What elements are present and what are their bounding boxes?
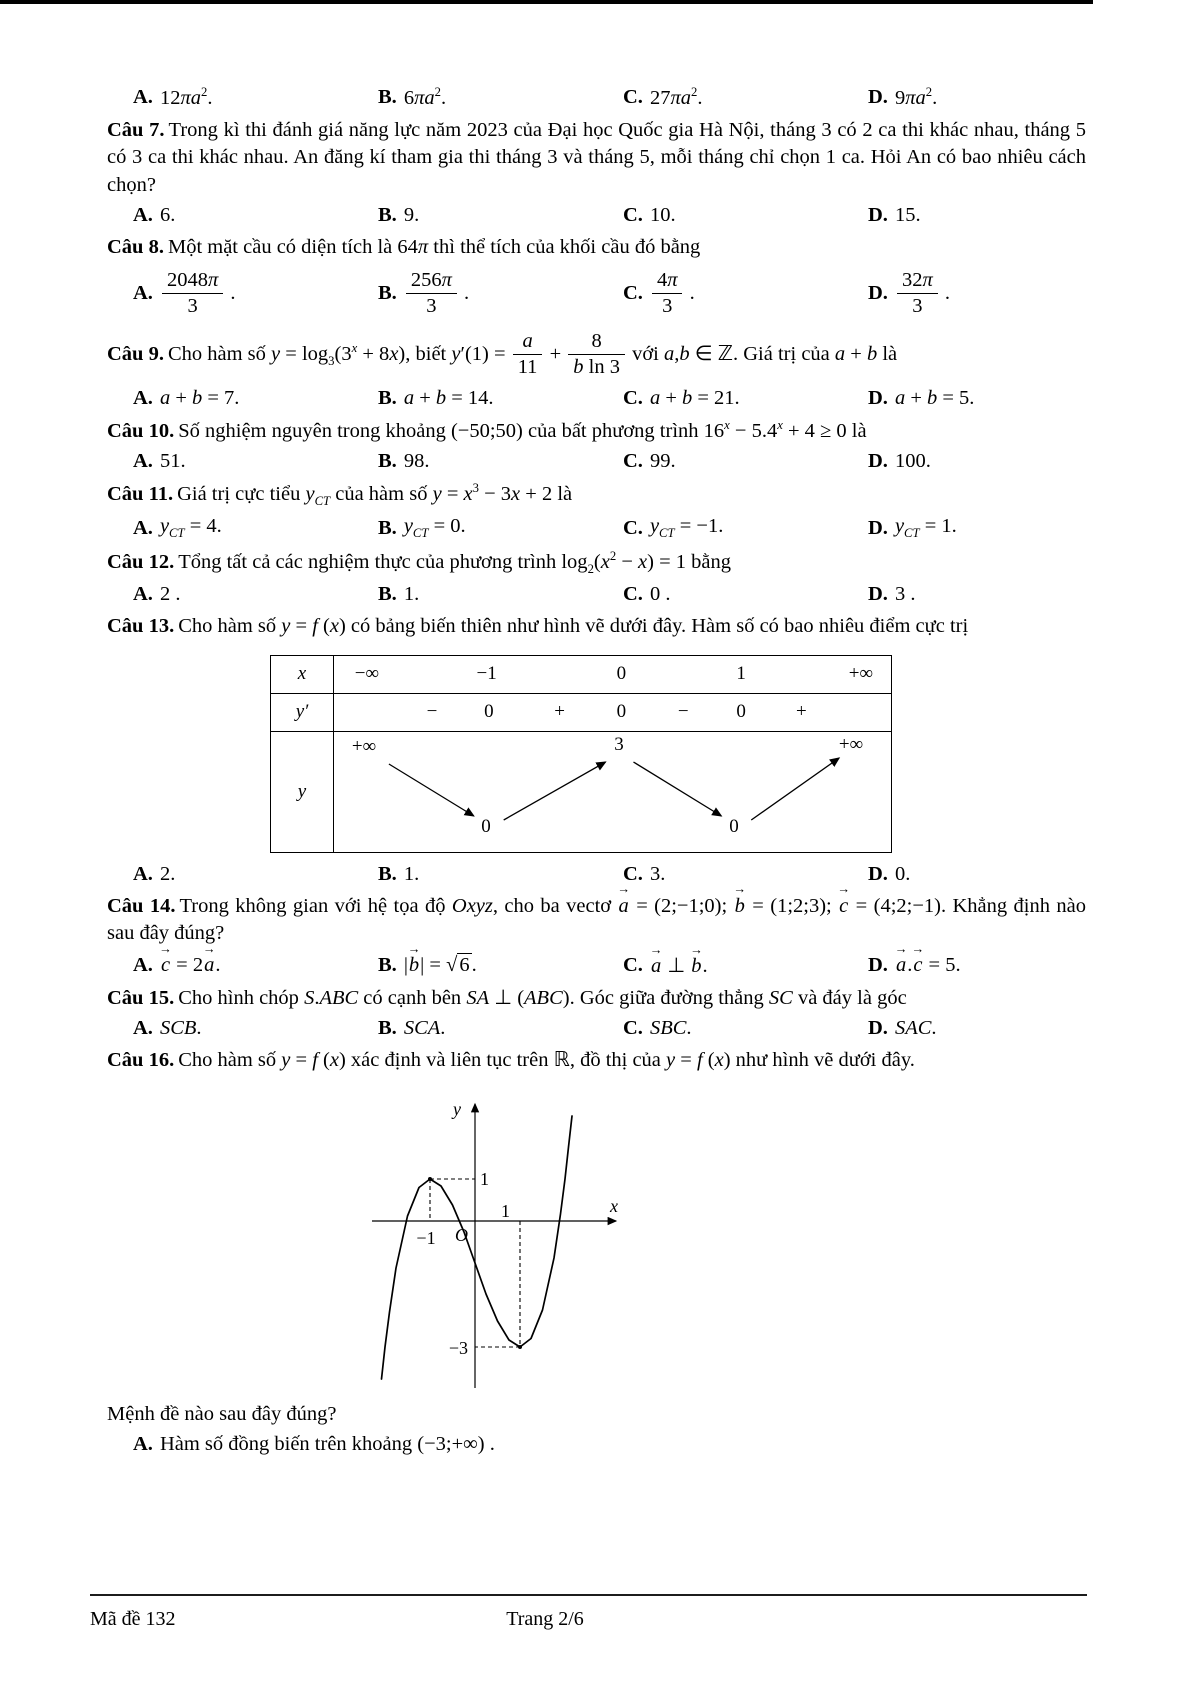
variation-table xyxy=(270,655,892,853)
question-label: Câu 12. xyxy=(107,551,175,574)
option-a: A. 6. xyxy=(133,204,176,227)
question-label: Câu 11. xyxy=(107,483,174,506)
sign-value: − xyxy=(426,701,438,723)
option-a: A. 2 . xyxy=(133,583,181,606)
y-value: 0 xyxy=(729,815,739,837)
row-label-yprime: y′ xyxy=(271,694,334,731)
sign-value: 0 xyxy=(616,701,627,723)
option-d: D. $\frac{32\pi}{3}$ . xyxy=(868,268,950,318)
x-value: −∞ xyxy=(354,663,379,685)
option-c: C. 10. xyxy=(623,204,676,227)
question-13-options xyxy=(107,863,1086,886)
question-16-options xyxy=(107,1433,1086,1456)
x-value: 0 xyxy=(616,663,627,685)
variation-table-yprime-row xyxy=(271,693,891,731)
tick-x-minus1: −1 xyxy=(416,1227,436,1248)
sign-value: + xyxy=(554,701,565,723)
local-min-point xyxy=(518,1345,522,1349)
option-a: A. 51. xyxy=(133,450,186,473)
question-text: Cho hình chóp S.ABC có cạnh bên SA ⊥ (ABC). Góc giữa đường thẳng SC và đáy là góc xyxy=(178,986,907,1009)
option-d: D. 15. xyxy=(868,204,921,227)
question-13 xyxy=(107,613,1086,885)
option-a: A. SCB. xyxy=(133,1017,202,1040)
question-body xyxy=(107,613,1086,640)
question-8 xyxy=(107,234,1086,321)
exam-code: Mã đề 132 xyxy=(90,1608,176,1630)
question-statement: Mệnh đề nào sau đây đúng? xyxy=(107,1402,337,1425)
variation-arrows xyxy=(334,732,891,852)
sign-value: 0 xyxy=(484,701,494,723)
question-label: Câu 10. xyxy=(107,419,175,442)
question-12 xyxy=(107,548,1086,606)
option-b: B. 1. xyxy=(378,862,420,885)
option-d: D. → a.→ c = 5. xyxy=(868,954,1086,977)
tick-y-minus3: −3 xyxy=(448,1337,468,1358)
function-graph-figure xyxy=(360,1091,1086,1397)
question-body xyxy=(107,1047,1086,1074)
question-11 xyxy=(107,480,1086,541)
option-d: D. 0. xyxy=(868,862,911,885)
question-label: Câu 16. xyxy=(107,1049,175,1072)
option-a: A. 2. xyxy=(133,862,176,885)
option-d: D. $y_{CT} = 1$. xyxy=(868,515,957,541)
option-c: C. SBC. xyxy=(623,1017,692,1040)
question-text: Cho hàm số y = f (x) xác định và liên tục trên ℝ, đồ thị của y = f (x) như hình vẽ dưới đây. xyxy=(178,1049,915,1072)
x-value: 1 xyxy=(736,663,746,685)
option-d: D. a + b = 5. xyxy=(868,386,975,409)
question-text: Cho hàm số y = f (x) có bảng biến thiên như hình vẽ dưới đây. Hàm số có bao nhiêu điểm cực trị xyxy=(178,615,969,638)
question-text: Trong kì thi đánh giá năng lực năm 2023 của Đại học Quốc gia Hà Nội, tháng 3 có 2 ca thi khác nhau, tháng 5 có 3 ca thi khác nhau. An đăng kí tham gia thi tháng 3 và tháng 5, mỗi tháng chỉ chọn 1 ca. Hỏi An có bao nhiêu cách chọn? xyxy=(107,118,1086,196)
question-text: Tổng tất cả các nghiệm thực của phương trình $\log_2(x^2 - x) = 1$ bằng xyxy=(178,549,732,577)
x-value: +∞ xyxy=(848,663,874,685)
question-11-options xyxy=(107,515,1086,541)
option-d: D. 3 . xyxy=(868,583,916,606)
option-a: A. a + b = 7. xyxy=(133,386,240,409)
question-10-options xyxy=(107,450,1086,473)
option-b: B. 1. xyxy=(378,583,420,606)
question-text: Cho hàm số $y = \log_3(3^x + 8x)$, biết y′(1) = $\frac{a}{11}$ + $\frac{8}{\text{b ln 3}}$ với a,b ∈ ℤ. Giá trị của a + b là xyxy=(167,329,898,379)
curve xyxy=(382,1116,573,1379)
tick-y-1: 1 xyxy=(480,1168,489,1189)
option-c: C. $\frac{4\pi}{3}$ . xyxy=(623,268,695,318)
question-7 xyxy=(107,117,1086,227)
option-b: B. $\frac{256\pi}{3}$ . xyxy=(378,268,470,318)
question-body xyxy=(107,117,1086,199)
local-max-point xyxy=(428,1177,432,1181)
option-d: D. SAC. xyxy=(868,1017,937,1040)
y-value: +∞ xyxy=(838,733,864,755)
question-body xyxy=(107,417,1086,445)
option-d: D. 100. xyxy=(868,450,931,473)
y-value: +∞ xyxy=(351,735,377,757)
question-7-options xyxy=(107,204,1086,227)
option-b: B. |→ b| = √6. xyxy=(378,954,623,977)
sign-value: + xyxy=(795,701,807,723)
option-c: C. $y_{CT} = -1$. xyxy=(623,515,724,541)
row-label-y: y xyxy=(271,732,334,852)
question-label: Câu 8. xyxy=(107,236,164,259)
option-a: A. $\frac{2048\pi}{3}$ . xyxy=(133,268,236,318)
option-a: A. Hàm số đồng biến trên khoảng (−3;+∞) . xyxy=(133,1433,495,1456)
page-number: Trang 2/6 xyxy=(506,1608,584,1630)
question-body xyxy=(107,480,1086,510)
option-c: C. $27\pi a^2$. xyxy=(623,85,703,109)
option-b: B. SCA. xyxy=(378,1017,446,1040)
option-a: A. $y_{CT} = 4$. xyxy=(133,515,222,541)
variation-table-y-row xyxy=(271,731,891,852)
question-6-options xyxy=(107,85,1086,110)
option-c: C. 99. xyxy=(623,450,676,473)
question-12-options xyxy=(107,583,1086,606)
question-label: Câu 9. xyxy=(107,342,164,365)
option-a: A. → c = 2→ a. xyxy=(133,954,378,977)
y-value: 0 xyxy=(481,815,491,837)
question-label: Câu 14. xyxy=(107,894,176,917)
question-text: Một mặt cầu có diện tích là 64π thì thể tích của khối cầu đó bằng xyxy=(167,236,701,259)
option-c: C. a + b = 21. xyxy=(623,386,740,409)
question-15 xyxy=(107,985,1086,1040)
question-text: Trong không gian với hệ tọa độ Oxyz, cho ba vectơ → a = (2;−1;0); → b = (1;2;3); → c = (4;2;−1). Khẳng định nào sau đây đúng? xyxy=(107,895,1086,944)
x-values xyxy=(334,656,891,693)
axes xyxy=(372,1104,616,1388)
sign-value: − xyxy=(677,701,689,723)
option-c: C. → a ⊥ → b. xyxy=(623,953,868,978)
option-b: B. 98. xyxy=(378,450,430,473)
option-c: C. 0 . xyxy=(623,583,671,606)
question-text: Số nghiệm nguyên trong khoảng (−50;50) của bất phương trình $16^x - 5.4^x + 4 \ge 0$ là xyxy=(178,417,867,442)
question-10 xyxy=(107,417,1086,473)
question-label: Câu 7. xyxy=(107,118,165,141)
question-8-options xyxy=(107,267,1086,321)
page-footer xyxy=(90,1594,1087,1631)
option-b: B. 9. xyxy=(378,204,420,227)
tick-x-1: 1 xyxy=(501,1200,510,1221)
question-15-options xyxy=(107,1017,1086,1040)
variation-table-x-row xyxy=(271,656,891,693)
function-graph xyxy=(360,1091,630,1391)
option-a: A. $12\pi a^2$. xyxy=(133,85,213,109)
question-body xyxy=(107,893,1086,948)
question-14 xyxy=(107,893,1086,978)
question-text: Giá trị cực tiểu $y_{CT}$ của hàm số $y = x^3 - 3x + 2$ là xyxy=(177,481,573,509)
x-value: −1 xyxy=(476,663,497,685)
question-16 xyxy=(107,1047,1086,1456)
sign-value: 0 xyxy=(736,701,746,723)
option-c: C. 3. xyxy=(623,862,666,885)
option-b: B. $y_{CT} = 0$. xyxy=(378,515,466,541)
question-label: Câu 15. xyxy=(107,986,175,1009)
y-axis-label: y xyxy=(453,1098,461,1119)
question-9 xyxy=(107,328,1086,410)
option-b: B. $6\pi a^2$. xyxy=(378,85,447,109)
x-axis-label: x xyxy=(610,1195,618,1216)
question-body xyxy=(107,548,1086,578)
y-value: 3 xyxy=(614,733,624,755)
scan-artifact-bar xyxy=(0,0,1093,4)
question-14-options xyxy=(107,953,1086,978)
question-body xyxy=(107,328,1086,382)
option-d: D. $9\pi a^2$. xyxy=(868,85,938,109)
question-label: Câu 13. xyxy=(107,615,175,638)
yprime-values xyxy=(334,694,891,731)
question-9-options xyxy=(107,387,1086,410)
y-behavior xyxy=(334,732,891,852)
question-body xyxy=(107,234,1086,261)
row-label-x: x xyxy=(271,656,334,693)
option-b: B. a + b = 14. xyxy=(378,386,494,409)
question-body xyxy=(107,985,1086,1012)
origin-label: O xyxy=(455,1224,468,1245)
